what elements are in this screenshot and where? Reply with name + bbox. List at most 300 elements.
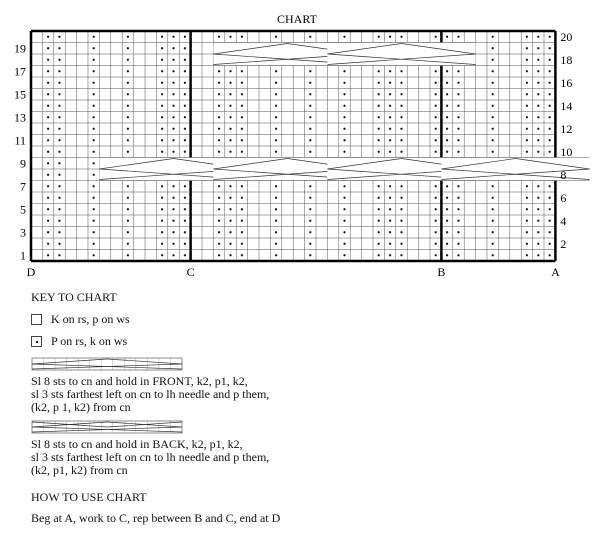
- purl-dot: [537, 208, 539, 210]
- purl-dot: [526, 36, 528, 38]
- purl-dot: [343, 231, 345, 233]
- purl-dot: [47, 139, 49, 141]
- purl-dot: [47, 151, 49, 153]
- purl-dot: [93, 47, 95, 49]
- purl-dot: [218, 185, 220, 187]
- purl-dot: [241, 82, 243, 84]
- purl-dot: [161, 59, 163, 61]
- purl-dot: [309, 93, 311, 95]
- purl-dot: [435, 231, 437, 233]
- purl-dot: [93, 254, 95, 256]
- row-label-left: 17: [14, 64, 26, 79]
- purl-dot: [526, 105, 528, 107]
- purl-dot: [184, 116, 186, 118]
- purl-dot: [218, 36, 220, 38]
- purl-dot: [58, 82, 60, 84]
- purl-dot: [378, 139, 380, 141]
- purl-dot: [127, 128, 129, 130]
- purl-dot: [58, 59, 60, 61]
- purl-dot: [161, 243, 163, 245]
- purl-dot: [58, 243, 60, 245]
- purl-dot: [172, 254, 174, 256]
- purl-dot: [492, 243, 494, 245]
- purl-dot: [275, 231, 277, 233]
- purl-dot: [47, 162, 49, 164]
- purl-dot: [343, 93, 345, 95]
- purl-dot: [93, 139, 95, 141]
- purl-dot: [58, 93, 60, 95]
- purl-dot: [58, 47, 60, 49]
- purl-dot: [549, 105, 551, 107]
- row-label-left: 9: [20, 156, 26, 171]
- purl-dot: [309, 151, 311, 153]
- purl-dot: [184, 139, 186, 141]
- purl-dot: [218, 151, 220, 153]
- purl-dot: [127, 151, 129, 153]
- purl-dot: [492, 231, 494, 233]
- purl-dot: [275, 105, 277, 107]
- purl-dot: [378, 93, 380, 95]
- purl-dot: [172, 105, 174, 107]
- purl-dot: [378, 151, 380, 153]
- purl-dot: [229, 231, 231, 233]
- purl-dot: [184, 151, 186, 153]
- purl-dot: [275, 128, 277, 130]
- purl-dot: [549, 151, 551, 153]
- purl-dot: [241, 93, 243, 95]
- purl-dot: [275, 139, 277, 141]
- purl-dot: [93, 197, 95, 199]
- how-to-heading: HOW TO USE CHART: [31, 490, 147, 504]
- purl-dot: [457, 36, 459, 38]
- purl-dot: [309, 231, 311, 233]
- purl-dot: [229, 93, 231, 95]
- purl-dot: [127, 197, 129, 199]
- purl-dot: [526, 151, 528, 153]
- purl-dot: [378, 128, 380, 130]
- row-label-right: 8: [560, 167, 567, 182]
- purl-dot: [93, 128, 95, 130]
- purl-dot: [446, 185, 448, 187]
- cable-bg: [441, 158, 589, 181]
- purl-dot: [389, 220, 391, 222]
- purl-dot: [93, 231, 95, 233]
- purl-dot: [161, 105, 163, 107]
- purl-dot: [241, 70, 243, 72]
- purl-dot: [127, 208, 129, 210]
- purl-dot: [446, 197, 448, 199]
- purl-dot: [492, 197, 494, 199]
- purl-dot: [343, 151, 345, 153]
- purl-dot: [127, 243, 129, 245]
- purl-dot: [93, 105, 95, 107]
- purl-dot: [47, 185, 49, 187]
- purl-dot: [526, 47, 528, 49]
- purl-dot: [127, 82, 129, 84]
- purl-dot: [184, 82, 186, 84]
- purl-dot: [435, 220, 437, 222]
- front-cable-line-2: sl 3 sts farthest left on cn to lh needle and p them,: [31, 387, 270, 401]
- purl-dot: [161, 254, 163, 256]
- purl-dot: [389, 116, 391, 118]
- purl-dot: [172, 197, 174, 199]
- purl-dot: [275, 254, 277, 256]
- purl-dot: [343, 70, 345, 72]
- row-label-left: 5: [20, 202, 26, 217]
- purl-dot: [435, 185, 437, 187]
- purl-dot: [549, 59, 551, 61]
- purl-dot: [161, 116, 163, 118]
- purl-dot: [537, 254, 539, 256]
- purl-dot: [275, 243, 277, 245]
- purl-dot: [218, 82, 220, 84]
- purl-dot: [526, 82, 528, 84]
- purl-dot: [172, 128, 174, 130]
- row-label-left: 11: [14, 133, 26, 148]
- purl-dot: [161, 139, 163, 141]
- purl-dot: [93, 208, 95, 210]
- purl-dot: [492, 82, 494, 84]
- cable-bg: [327, 43, 475, 66]
- purl-dot: [549, 185, 551, 187]
- purl-dot: [492, 93, 494, 95]
- purl-dot: [400, 128, 402, 130]
- front-cable-symbol: [31, 357, 183, 371]
- purl-dot: [526, 93, 528, 95]
- purl-dot: [457, 139, 459, 141]
- purl-dot: [127, 139, 129, 141]
- purl-dot: [58, 36, 60, 38]
- purl-dot: [241, 139, 243, 141]
- purl-dot: [343, 243, 345, 245]
- purl-dot: [93, 243, 95, 245]
- purl-dot: [400, 82, 402, 84]
- purl-dot: [229, 116, 231, 118]
- purl-dot: [184, 208, 186, 210]
- purl-dot: [537, 70, 539, 72]
- purl-dot: [492, 139, 494, 141]
- front-cable-description: [31, 375, 269, 414]
- purl-dot: [446, 151, 448, 153]
- purl-dot: [492, 128, 494, 130]
- purl-dot: [47, 197, 49, 199]
- purl-dot: [435, 128, 437, 130]
- purl-dot: [343, 185, 345, 187]
- purl-dot: [389, 197, 391, 199]
- purl-dot: [218, 139, 220, 141]
- purl-dot: [127, 36, 129, 38]
- purl-dot: [184, 105, 186, 107]
- purl-dot: [400, 93, 402, 95]
- purl-dot: [47, 254, 49, 256]
- purl-dot: [47, 82, 49, 84]
- purl-dot: [378, 82, 380, 84]
- purl-dot: [241, 128, 243, 130]
- row-label-left: 15: [14, 87, 26, 102]
- purl-dot: [549, 254, 551, 256]
- purl-dot: [526, 197, 528, 199]
- purl-dot: [378, 185, 380, 187]
- purl-dot: [446, 231, 448, 233]
- purl-dot: [446, 116, 448, 118]
- row-label-right: 18: [560, 52, 573, 67]
- purl-dot: [343, 139, 345, 141]
- row-label-right: 6: [560, 190, 567, 205]
- purl-dot: [400, 151, 402, 153]
- purl-dot: [47, 128, 49, 130]
- purl-dot: [229, 208, 231, 210]
- purl-dot: [172, 139, 174, 141]
- purl-dot: [378, 231, 380, 233]
- purl-dot: [275, 116, 277, 118]
- purl-dot: [389, 243, 391, 245]
- purl-dot: [309, 82, 311, 84]
- purl-dot: [343, 220, 345, 222]
- purl-dot: [343, 208, 345, 210]
- purl-dot: [549, 116, 551, 118]
- purl-dot: [172, 70, 174, 72]
- purl-dot: [309, 208, 311, 210]
- purl-dot: [309, 116, 311, 118]
- purl-dot: [93, 220, 95, 222]
- purl-dot: [526, 116, 528, 118]
- purl-dot: [229, 254, 231, 256]
- purl-dot: [435, 70, 437, 72]
- purl-dot: [378, 243, 380, 245]
- purl-dot: [378, 116, 380, 118]
- row-label-right: 20: [560, 29, 573, 44]
- purl-dot: [400, 220, 402, 222]
- purl-dot: [446, 208, 448, 210]
- purl-dot: [446, 243, 448, 245]
- purl-dot: [93, 116, 95, 118]
- purl-dot: [161, 197, 163, 199]
- purl-dot: [492, 220, 494, 222]
- purl-dot: [241, 151, 243, 153]
- purl-dot: [47, 231, 49, 233]
- purl-dot: [127, 59, 129, 61]
- purl-dot: [93, 59, 95, 61]
- purl-dot: [275, 93, 277, 95]
- purl-dot: [309, 197, 311, 199]
- row-label-left: 13: [14, 110, 26, 125]
- purl-dot: [241, 105, 243, 107]
- purl-dot: [446, 139, 448, 141]
- purl-dot: [549, 220, 551, 222]
- purl-dot: [218, 231, 220, 233]
- purl-dot: [229, 139, 231, 141]
- purl-dot: [218, 128, 220, 130]
- purl-dot: [161, 231, 163, 233]
- purl-dot: [47, 93, 49, 95]
- purl-dot: [400, 139, 402, 141]
- row-label-left: 3: [20, 225, 26, 240]
- purl-dot: [172, 231, 174, 233]
- purl-dot: [435, 254, 437, 256]
- purl-dot: [526, 220, 528, 222]
- purl-dot: [549, 47, 551, 49]
- purl-dot: [47, 36, 49, 38]
- purl-dot: [378, 208, 380, 210]
- purl-dot: [343, 254, 345, 256]
- purl-dot: [58, 70, 60, 72]
- purl-dot: [58, 174, 60, 176]
- purl-dot: [58, 208, 60, 210]
- purl-dot: [492, 208, 494, 210]
- purl-dot: [58, 231, 60, 233]
- purl-dot: [446, 220, 448, 222]
- purl-dot: [378, 70, 380, 72]
- purl-dot: [549, 70, 551, 72]
- purl-dot: [446, 82, 448, 84]
- purl-dot: [526, 243, 528, 245]
- purl-dot: [446, 36, 448, 38]
- purl-description: P on rs, k on ws: [51, 334, 128, 348]
- purl-dot: [389, 105, 391, 107]
- knit-symbol: [31, 314, 42, 325]
- purl-dot: [549, 36, 551, 38]
- front-cable-line-1: Sl 8 sts to cn and hold in FRONT, k2, p1, k2,: [31, 374, 248, 388]
- purl-dot: [309, 220, 311, 222]
- purl-dot: [127, 116, 129, 118]
- purl-dot: [400, 70, 402, 72]
- purl-dot: [549, 82, 551, 84]
- purl-dot: [309, 128, 311, 130]
- purl-dot: [161, 220, 163, 222]
- purl-dot: [58, 197, 60, 199]
- purl-dot: [229, 128, 231, 130]
- purl-dot: [400, 254, 402, 256]
- purl-dot: [537, 197, 539, 199]
- purl-dot: [343, 128, 345, 130]
- purl-dot: [537, 139, 539, 141]
- purl-dot: [241, 185, 243, 187]
- purl-dot: [457, 254, 459, 256]
- back-cable-line-1: Sl 8 sts to cn and hold in BACK, k2, p1, k2,: [31, 437, 243, 451]
- section-letter: B: [437, 265, 446, 279]
- purl-dot: [172, 47, 174, 49]
- purl-dot: [343, 82, 345, 84]
- purl-dot: [343, 105, 345, 107]
- purl-dot: [241, 197, 243, 199]
- purl-dot: [229, 185, 231, 187]
- purl-dot: [229, 220, 231, 222]
- purl-dot: [58, 151, 60, 153]
- purl-dot: [172, 185, 174, 187]
- row-label-right: 10: [560, 144, 573, 159]
- purl-dot: [457, 93, 459, 95]
- purl-dot: [457, 243, 459, 245]
- purl-dot: [127, 93, 129, 95]
- purl-dot: [229, 151, 231, 153]
- purl-dot: [549, 139, 551, 141]
- purl-dot: [58, 116, 60, 118]
- purl-dot: [378, 254, 380, 256]
- purl-dot: [47, 105, 49, 107]
- row-label-right: 16: [560, 75, 573, 90]
- purl-dot: [343, 116, 345, 118]
- purl-dot: [549, 208, 551, 210]
- purl-dot: [241, 254, 243, 256]
- purl-dot: [400, 208, 402, 210]
- purl-dot: [435, 139, 437, 141]
- purl-dot: [161, 185, 163, 187]
- purl-dot: [446, 128, 448, 130]
- purl-dot: [127, 70, 129, 72]
- purl-dot: [400, 36, 402, 38]
- purl-dot: [47, 47, 49, 49]
- purl-dot: [241, 243, 243, 245]
- purl-dot: [161, 128, 163, 130]
- purl-dot: [492, 116, 494, 118]
- row-label-right: 12: [560, 121, 573, 136]
- purl-dot: [184, 231, 186, 233]
- how-to-text: Beg at A, work to C, rep between B and C, end at D: [31, 511, 281, 525]
- purl-dot: [446, 70, 448, 72]
- purl-dot: [537, 151, 539, 153]
- purl-dot: [492, 70, 494, 72]
- purl-dot: [400, 116, 402, 118]
- back-cable-line-3: (k2, p1, k2) from cn: [31, 463, 128, 477]
- purl-dot: [549, 128, 551, 130]
- purl-dot: [172, 116, 174, 118]
- purl-dot: [172, 93, 174, 95]
- purl-dot: [400, 243, 402, 245]
- purl-dot: [457, 208, 459, 210]
- purl-dot: [457, 116, 459, 118]
- row-label-right: 4: [560, 213, 567, 228]
- purl-dot: [537, 128, 539, 130]
- purl-dot: [184, 93, 186, 95]
- purl-dot: [537, 185, 539, 187]
- purl-dot: [184, 254, 186, 256]
- purl-dot: [526, 208, 528, 210]
- knit-description: K on rs, p on ws: [51, 312, 130, 326]
- purl-dot: [537, 116, 539, 118]
- purl-dot: [161, 70, 163, 72]
- purl-dot: [457, 197, 459, 199]
- purl-dot: [309, 243, 311, 245]
- section-letter: A: [551, 265, 560, 279]
- purl-dot: [184, 128, 186, 130]
- purl-dot: [93, 151, 95, 153]
- purl-dot: [275, 70, 277, 72]
- purl-dot: [241, 220, 243, 222]
- purl-dot: [400, 197, 402, 199]
- purl-dot: [492, 151, 494, 153]
- section-letter: D: [26, 265, 36, 279]
- purl-dot: [537, 82, 539, 84]
- purl-dot: [309, 36, 311, 38]
- purl-dot: [457, 105, 459, 107]
- purl-dot: [184, 197, 186, 199]
- purl-dot: [127, 231, 129, 233]
- purl-dot: [218, 116, 220, 118]
- purl-dot: [389, 254, 391, 256]
- purl-dot: [549, 93, 551, 95]
- purl-dot: [172, 151, 174, 153]
- purl-dot: [526, 254, 528, 256]
- purl-dot: [127, 220, 129, 222]
- purl-dot: [47, 70, 49, 72]
- purl-dot: [492, 105, 494, 107]
- purl-dot: [161, 93, 163, 95]
- purl-dot: [526, 128, 528, 130]
- purl-dot: [184, 70, 186, 72]
- purl-dot: [127, 254, 129, 256]
- purl-dot: [172, 82, 174, 84]
- purl-dot: [309, 139, 311, 141]
